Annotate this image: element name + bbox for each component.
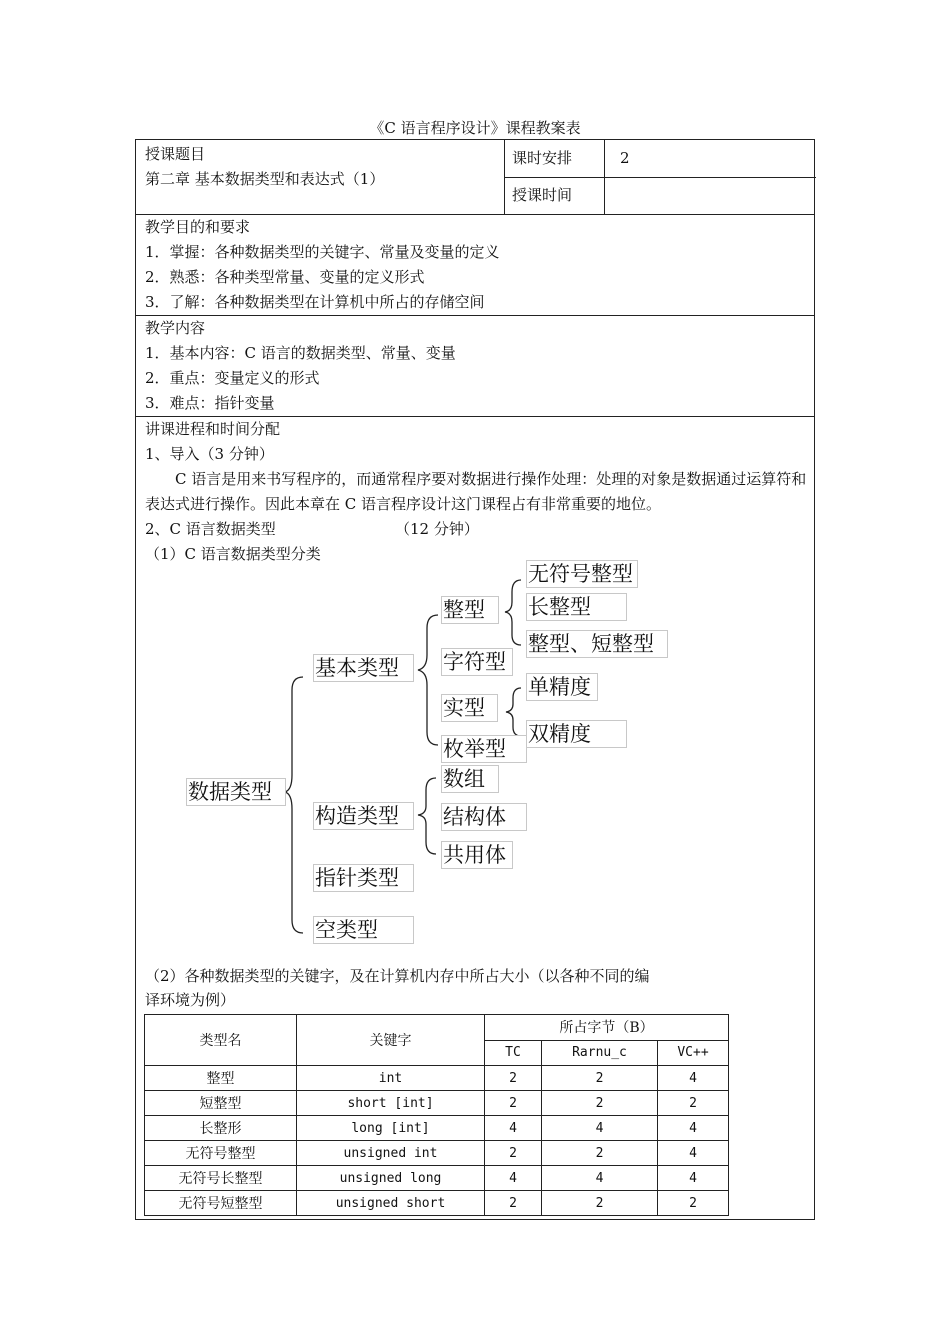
document-title: 《C 语言程序设计》课程教案表: [369, 119, 581, 137]
diagram-node-struct: 结构体: [441, 803, 527, 831]
hours-value: 2: [620, 149, 630, 167]
topic-label: 授课题目: [145, 145, 206, 163]
content-item: 1．基本内容：C 语言的数据类型、常量、变量: [145, 344, 456, 362]
type-name-cell: 无符号短整型: [145, 1191, 297, 1216]
type-size-table: [144, 1014, 729, 1216]
rarnu-size-cell: 2: [542, 1091, 658, 1116]
table-header-row: [145, 1015, 729, 1041]
tc-size-cell: 4: [485, 1116, 542, 1141]
objectives-heading: 教学目的和要求: [145, 218, 251, 236]
col-header-bytes: 所占字节（B）: [485, 1015, 729, 1041]
env-header-rarnu: Rarnu_c: [542, 1040, 658, 1066]
keyword-cell: int: [297, 1066, 485, 1091]
tc-size-cell: 2: [485, 1066, 542, 1091]
table-row: [145, 1091, 729, 1116]
sub2-title-cont: 译环境为例）: [145, 991, 236, 1009]
table-row: [145, 1191, 729, 1216]
diagram-node-root: 数据类型: [186, 778, 286, 806]
basic-brace: [418, 615, 438, 745]
col-header-keyword: 关键字: [297, 1015, 485, 1066]
constructed-brace: [418, 778, 436, 854]
sub1-title: （1）C 语言数据类型分类: [145, 545, 321, 563]
intro-text: C 语言是用来书写程序的，而通常程序要对数据进行操作处理：处理的对象是数据通过运算符和表达式进行操作。因此本章在 C 语言程序设计这门课程占有非常重要的地位。: [145, 470, 807, 513]
env-header-vc: VC++: [658, 1040, 729, 1066]
diagram-node-union: 共用体: [441, 841, 513, 869]
tc-size-cell: 2: [485, 1091, 542, 1116]
tc-size-cell: 4: [485, 1166, 542, 1191]
diagram-node-basic: 基本类型: [313, 654, 414, 682]
keyword-cell: long [int]: [297, 1116, 485, 1141]
rarnu-size-cell: 2: [542, 1191, 658, 1216]
table-row: [145, 1066, 729, 1091]
diagram-node-integer: 整型: [441, 596, 499, 624]
section2-title: 2、C 语言数据类型: [145, 520, 276, 538]
objective-item: 1．掌握：各种数据类型的关键字、常量及变量的定义: [145, 243, 500, 261]
objective-item: 2．熟悉：各种类型常量、变量的定义形式: [145, 268, 425, 286]
rarnu-size-cell: 4: [542, 1166, 658, 1191]
type-name-cell: 整型: [145, 1066, 297, 1091]
diagram-node-constructed: 构造类型: [313, 802, 414, 830]
diagram-node-int-short: 整型、短整型: [526, 630, 668, 658]
table-row: [145, 1166, 729, 1191]
vc-size-cell: 4: [658, 1066, 729, 1091]
topic-value: 第二章 基本数据类型和表达式（1）: [145, 170, 385, 188]
rarnu-size-cell: 2: [542, 1066, 658, 1091]
hours-label: 课时安排: [512, 149, 573, 167]
diagram-node-void: 空类型: [313, 916, 414, 944]
diagram-node-unsigned-int: 无符号整型: [526, 560, 638, 588]
vc-size-cell: 2: [658, 1191, 729, 1216]
type-name-cell: 无符号整型: [145, 1141, 297, 1166]
keyword-cell: short [int]: [297, 1091, 485, 1116]
col-header-type: 类型名: [145, 1015, 297, 1066]
integer-brace: [505, 580, 521, 645]
keyword-cell: unsigned long: [297, 1166, 485, 1191]
root-brace: [285, 677, 303, 933]
content-item: 3．难点：指针变量: [145, 394, 275, 412]
type-name-cell: 短整型: [145, 1091, 297, 1116]
tc-size-cell: 2: [485, 1191, 542, 1216]
diagram-node-double: 双精度: [526, 720, 627, 748]
rarnu-size-cell: 2: [542, 1141, 658, 1166]
objective-item: 3．了解：各种数据类型在计算机中所占的存储空间: [145, 293, 485, 311]
tc-size-cell: 2: [485, 1141, 542, 1166]
real-brace: [506, 688, 521, 736]
sub2-title: （2）各种数据类型的关键字，及在计算机内存中所占大小（以各种不同的编: [145, 967, 650, 985]
vc-size-cell: 4: [658, 1116, 729, 1141]
vc-size-cell: 4: [658, 1141, 729, 1166]
table-row: [145, 1116, 729, 1141]
time-label: 授课时间: [512, 186, 573, 204]
env-header-tc: TC: [485, 1040, 542, 1066]
type-name-cell: 长整形: [145, 1116, 297, 1141]
table-row: [145, 1141, 729, 1166]
intro-title: 1、导入（3 分钟）: [145, 445, 274, 463]
progress-heading: 讲课进程和时间分配: [145, 420, 281, 438]
diagram-node-enum: 枚举型: [441, 735, 527, 763]
section2-time: （12 分钟）: [395, 520, 479, 538]
keyword-cell: unsigned int: [297, 1141, 485, 1166]
vc-size-cell: 2: [658, 1091, 729, 1116]
type-name-cell: 无符号长整型: [145, 1166, 297, 1191]
diagram-node-real: 实型: [441, 694, 498, 722]
diagram-node-char: 字符型: [441, 648, 513, 676]
diagram-node-array: 数组: [441, 765, 499, 793]
diagram-node-pointer: 指针类型: [313, 864, 414, 892]
vc-size-cell: 4: [658, 1166, 729, 1191]
rarnu-size-cell: 4: [542, 1116, 658, 1141]
content-item: 2．重点：变量定义的形式: [145, 369, 320, 387]
keyword-cell: unsigned short: [297, 1191, 485, 1216]
diagram-node-single: 单精度: [526, 673, 598, 701]
diagram-node-long-int: 长整型: [526, 593, 627, 621]
content-heading: 教学内容: [145, 319, 206, 337]
